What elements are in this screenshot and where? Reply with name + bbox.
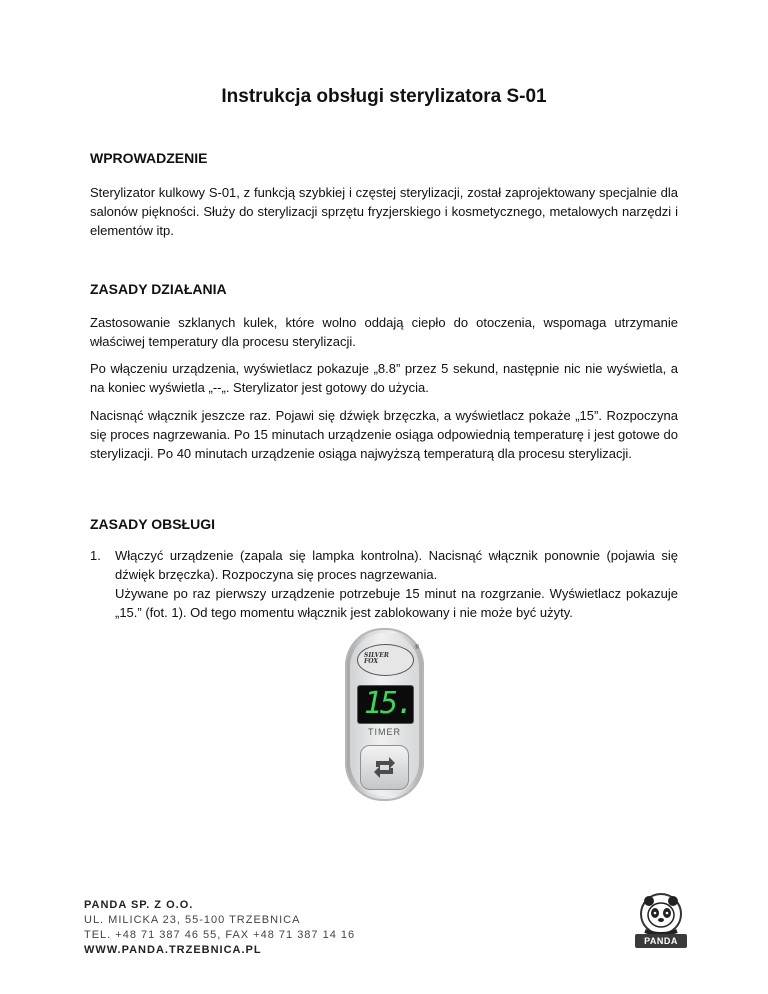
display-digits: 15. <box>364 686 413 721</box>
logo-text: SILVER FOX <box>364 652 389 665</box>
principles-paragraph-1: Zastosowanie szklanych kulek, które wolno oddają ciepło do otoczenia, wspomaga utrzymanie właściwej temperatury dla procesu sterylizacji. <box>90 315 678 349</box>
list-item <box>115 546 678 622</box>
power-button[interactable] <box>360 745 409 790</box>
principles-paragraph-2: Po włączeniu urządzenia, wyświetlacz pokazuje „8.8” przez 5 sekund, następnie nic nie wyświetla, a na koniec wyświetla „--„. Sterylizator jest gotowy do użycia. <box>90 361 678 395</box>
principles-paragraph-3: Nacisnąć włącznik jeszcze raz. Pojawi się dźwięk brzęczka, a wyświetlacz pokaże „15”. Rozpoczyna się proces nagrzewania. Po 15 minutach urządzenie osiąga odpowiednią temperaturę i jest gotowe do sterylizacji. Po 40 minutach urządzenie osiąga najwyższą temperaturą dla procesu sterylizacji. <box>90 408 678 461</box>
intro-paragraph: Sterylizator kulkowy S-01, z funkcją szybkiej i częstej sterylizacji, został zaprojektowany specjalnie dla salonów piękności. Służy do sterylizacji sprzętu fryzjerskiego i kosmetycznego, metalowych narzędzi i elementów itp. <box>90 185 678 238</box>
panda-icon <box>635 893 687 935</box>
company-website: WWW.PANDA.TRZEBNICA.PL <box>84 944 262 956</box>
registered-mark-icon: ® <box>414 645 419 651</box>
timer-label: TIMER <box>368 727 401 737</box>
company-name: PANDA SP. Z O.O. <box>84 899 194 911</box>
document-title: Instrukcja obsługi sterylizatora S-01 <box>221 86 547 107</box>
cycle-arrows-icon <box>361 746 408 789</box>
section-heading-operation: ZASADY OBSŁUGI <box>90 516 215 532</box>
list-item-line: Używane po raz pierwszy urządzenie potrzebuje 15 minut na rozgrzanie. Wyświetlacz pokazuje „15.” (fot. 1). Od tego momentu włącznik jest zablokowany i nie może być użyty. <box>115 586 678 620</box>
silver-fox-logo <box>357 644 419 676</box>
list-item-number: 1. <box>90 548 101 563</box>
sterilizer-control-panel <box>345 628 424 801</box>
company-phone: TEL. +48 71 387 46 55, FAX +48 71 387 14 16 <box>84 929 356 941</box>
list-item-line: Włączyć urządzenie (zapala się lampka kontrolna). Nacisnąć włącznik ponownie (pojawia się dźwięk brzęczka). Rozpoczyna się proces nagrzewania. <box>115 548 678 582</box>
control-panel-face <box>350 633 419 796</box>
section-heading-intro: WPROWADZENIE <box>90 150 208 166</box>
section-heading-principles: ZASADY DZIAŁANIA <box>90 281 227 297</box>
company-address: UL. MILICKA 23, 55-100 TRZEBNICA <box>84 914 301 926</box>
timer-display <box>357 685 414 724</box>
panda-logo-text: PANDA <box>635 934 687 948</box>
panda-logo <box>635 893 687 947</box>
company-footer <box>84 898 355 958</box>
